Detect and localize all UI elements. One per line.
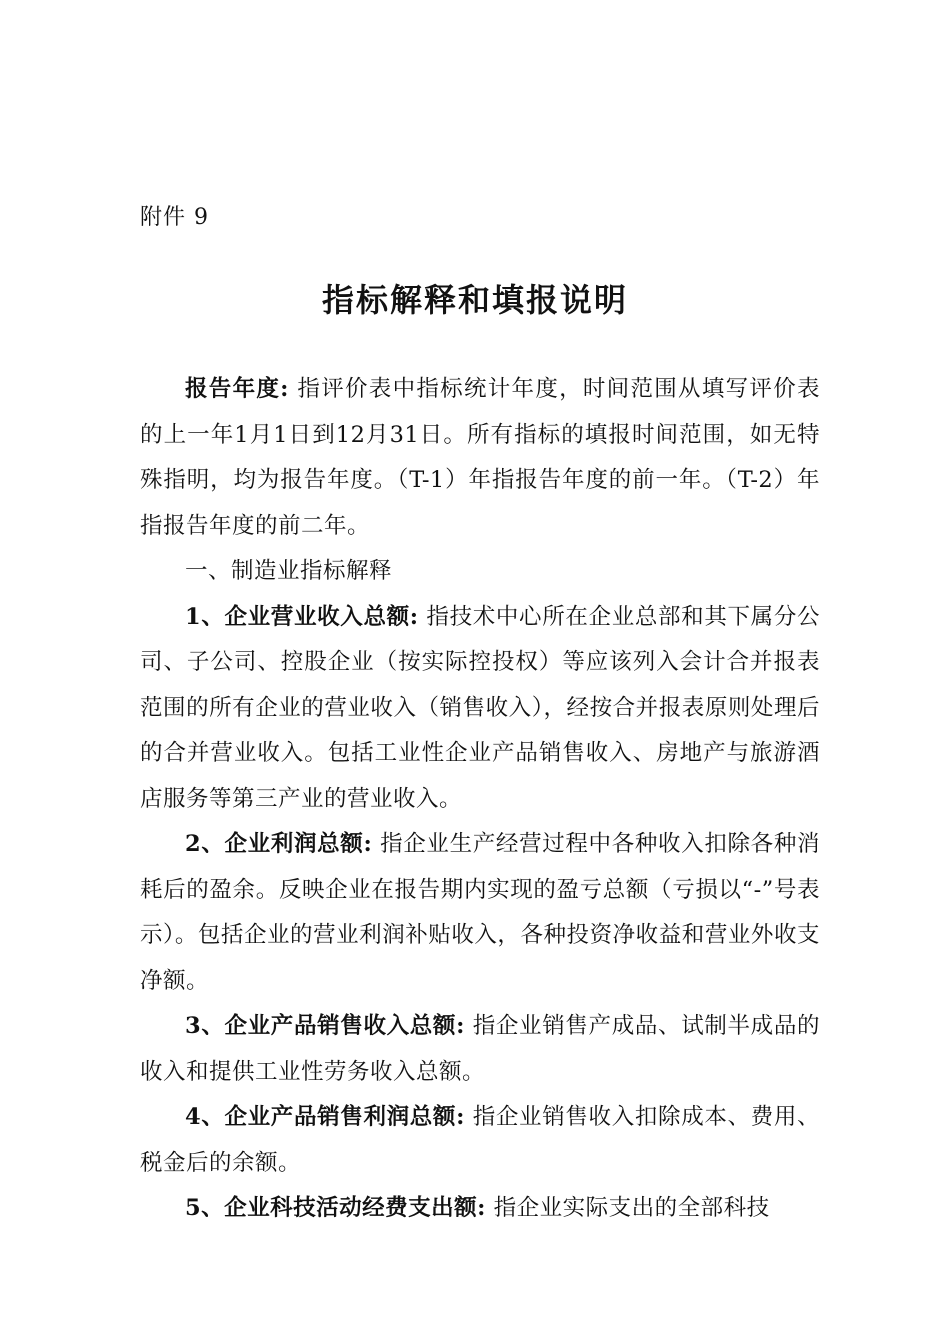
section-heading: 一、制造业指标解释 [185,558,393,584]
item-term: 4、企业产品销售利润总额: [185,1104,465,1130]
intro-paragraph [140,367,820,549]
item-term: 1、企业营业收入总额: [185,603,419,630]
intro-term: 报告年度: [185,376,289,402]
item-paragraph [140,595,820,823]
item-paragraph [140,1095,820,1186]
item-paragraph [140,1004,820,1095]
attachment-label: 附件 9 [140,205,209,230]
item-paragraph [140,822,820,1004]
item-text: 指技术中心所在企业总部和其下属分公司、子公司、控股企业（按实际控投权）等应该列入会计合并报表范围的所有企业的营业收入（销售收入），经按合并报表原则处理后的合并营业收入。包括工业性企业产品销售收入、房地产与旅游酒店服务等第三产业的营业收入。 [140,603,820,812]
item-text: 指企业实际支出的全部科技 [493,1195,770,1221]
item-text: 指企业销售产成品、试制半成品的收入和提供工业性劳务收入总额。 [140,1013,820,1085]
item-term: 2、企业利润总额: [185,831,373,857]
document-body [140,367,820,1232]
item-term: 3、企业产品销售收入总额: [185,1013,465,1039]
intro-text: 指评价表中指标统计年度，时间范围从填写评价表的上一年1月1日到12月31日。所有指标的填报时间范围，如无特殊指明，均为报告年度。（T-1）年指报告年度的前一年。（T-2）年指报告年度的前二年。 [140,376,820,539]
document-title: 指标解释和填报说明 [321,281,628,319]
item-text: 指企业销售收入扣除成本、费用、税金后的余额。 [140,1104,820,1176]
item-paragraph [140,1186,820,1232]
item-text: 指企业生产经营过程中各种收入扣除各种消耗后的盈余。反映企业在报告期内实现的盈亏总额（亏损以“-”号表示）。包括企业的营业利润补贴收入，各种投资净收益和营业外收支净额。 [140,831,821,994]
item-term: 5、企业科技活动经费支出额: [185,1195,486,1221]
